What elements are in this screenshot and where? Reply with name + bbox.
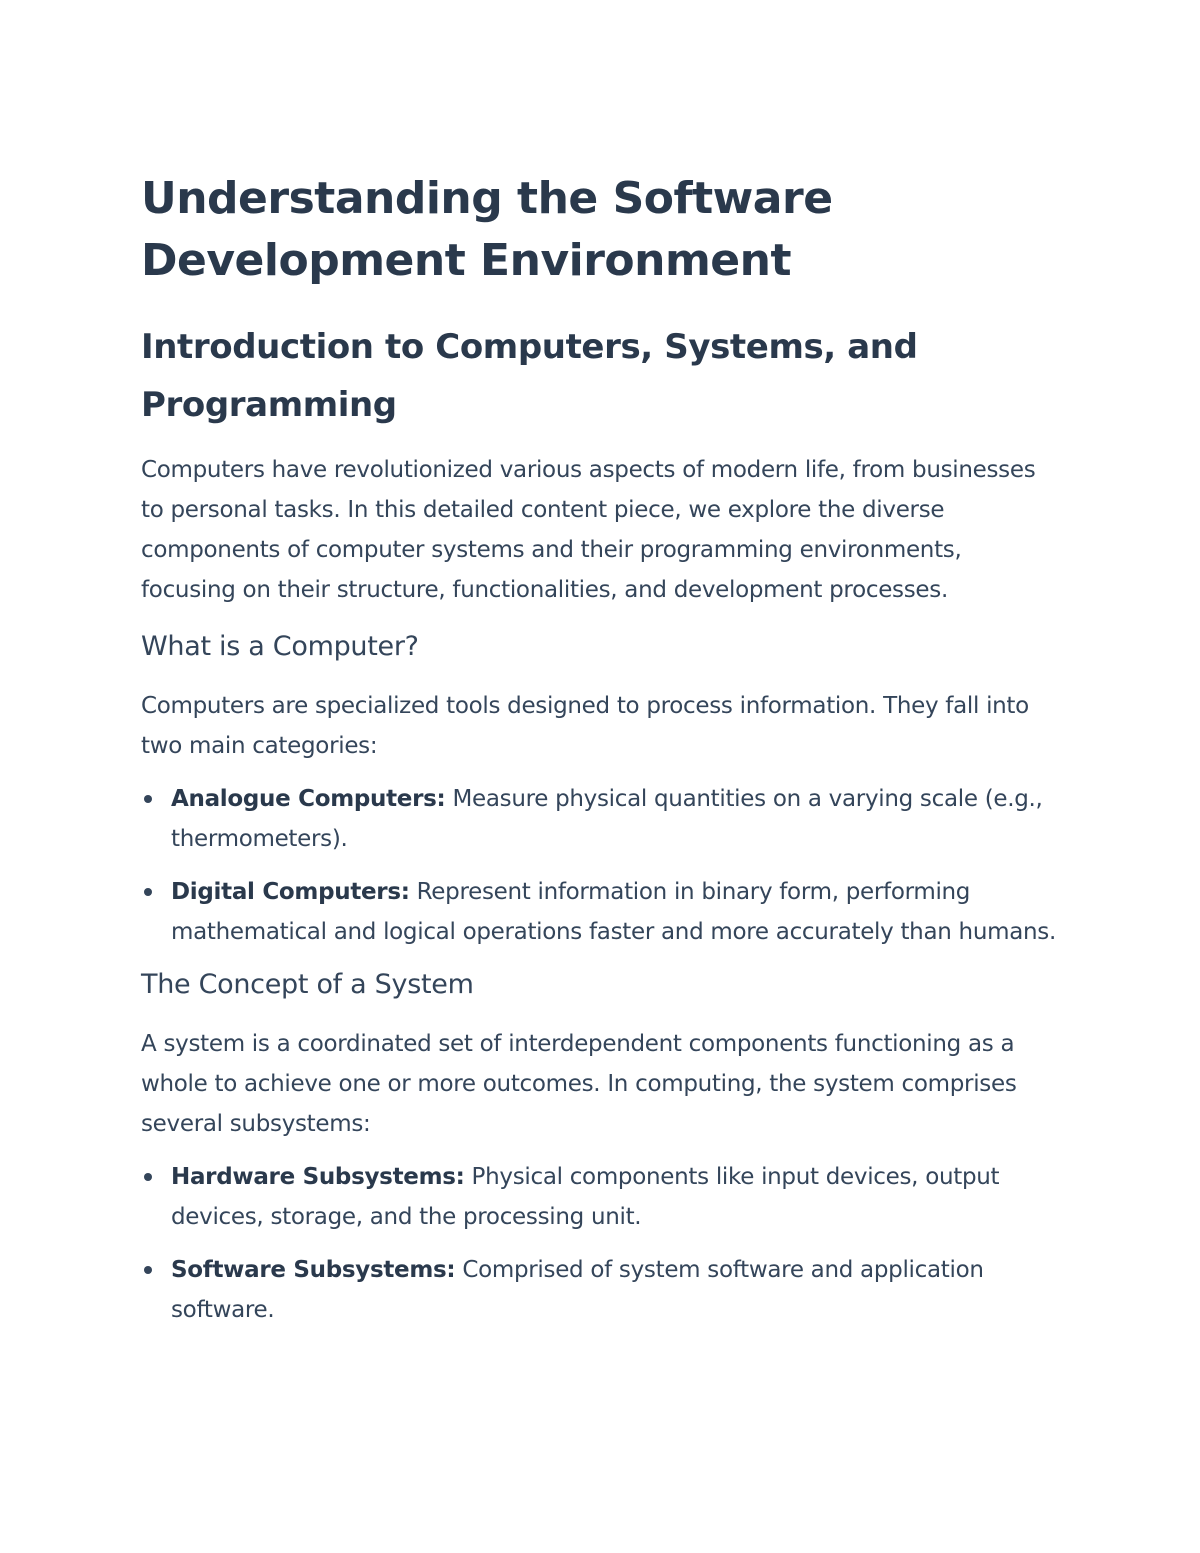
list-item <box>141 1250 1061 1330</box>
what-is-computer-heading: What is a Computer? <box>141 631 419 662</box>
list-item-desc: Measure physical quantities on a varying scale (e.g., thermometers). <box>171 786 1043 852</box>
list-item <box>141 872 1061 952</box>
intro-paragraph: Computers have revolutionized various aspects of modern life, from businesses to personal tasks. In this detailed content piece, we explore the diverse components of computer systems and their programming environments, focusing on their structure, functionalities, and development processes. <box>141 457 1036 603</box>
what-is-computer-paragraph: Computers are specialized tools designed to process information. They fall into two main categories: <box>141 693 1029 759</box>
document-title <box>141 168 1061 292</box>
list-item-term: Software Subsystems: <box>171 1257 456 1283</box>
section-title-line-2: Programming <box>141 385 397 425</box>
title-line-1: Understanding the Software <box>141 173 833 224</box>
computer-types-list <box>141 779 1061 952</box>
list-item-desc: Physical components like input devices, output devices, storage, and the processing unit. <box>171 1164 1000 1230</box>
system-concept-heading: The Concept of a System <box>141 969 474 1000</box>
list-item <box>141 779 1061 859</box>
bullet-icon <box>144 1266 152 1274</box>
list-item-desc: Represent information in binary form, performing mathematical and logical operations faster and more accurately than humans. <box>171 879 1056 945</box>
bullet-icon <box>144 888 152 896</box>
list-item-term: Analogue Computers: <box>171 786 446 812</box>
title-line-2: Development Environment <box>141 235 792 286</box>
list-item-desc: Comprised of system software and application software. <box>171 1257 984 1323</box>
document-page <box>141 168 1061 1343</box>
bullet-icon <box>144 1173 152 1181</box>
list-item-term: Digital Computers: <box>171 879 410 905</box>
list-item <box>141 1157 1061 1237</box>
section-title-line-1: Introduction to Computers, Systems, and <box>141 327 918 367</box>
bullet-icon <box>144 795 152 803</box>
subsystems-list <box>141 1157 1061 1330</box>
system-concept-paragraph: A system is a coordinated set of interdependent components functioning as a whole to achieve one or more outcomes. In computing, the system comprises several subsystems: <box>141 1031 1017 1137</box>
section-title <box>141 318 1061 434</box>
list-item-term: Hardware Subsystems: <box>171 1164 465 1190</box>
